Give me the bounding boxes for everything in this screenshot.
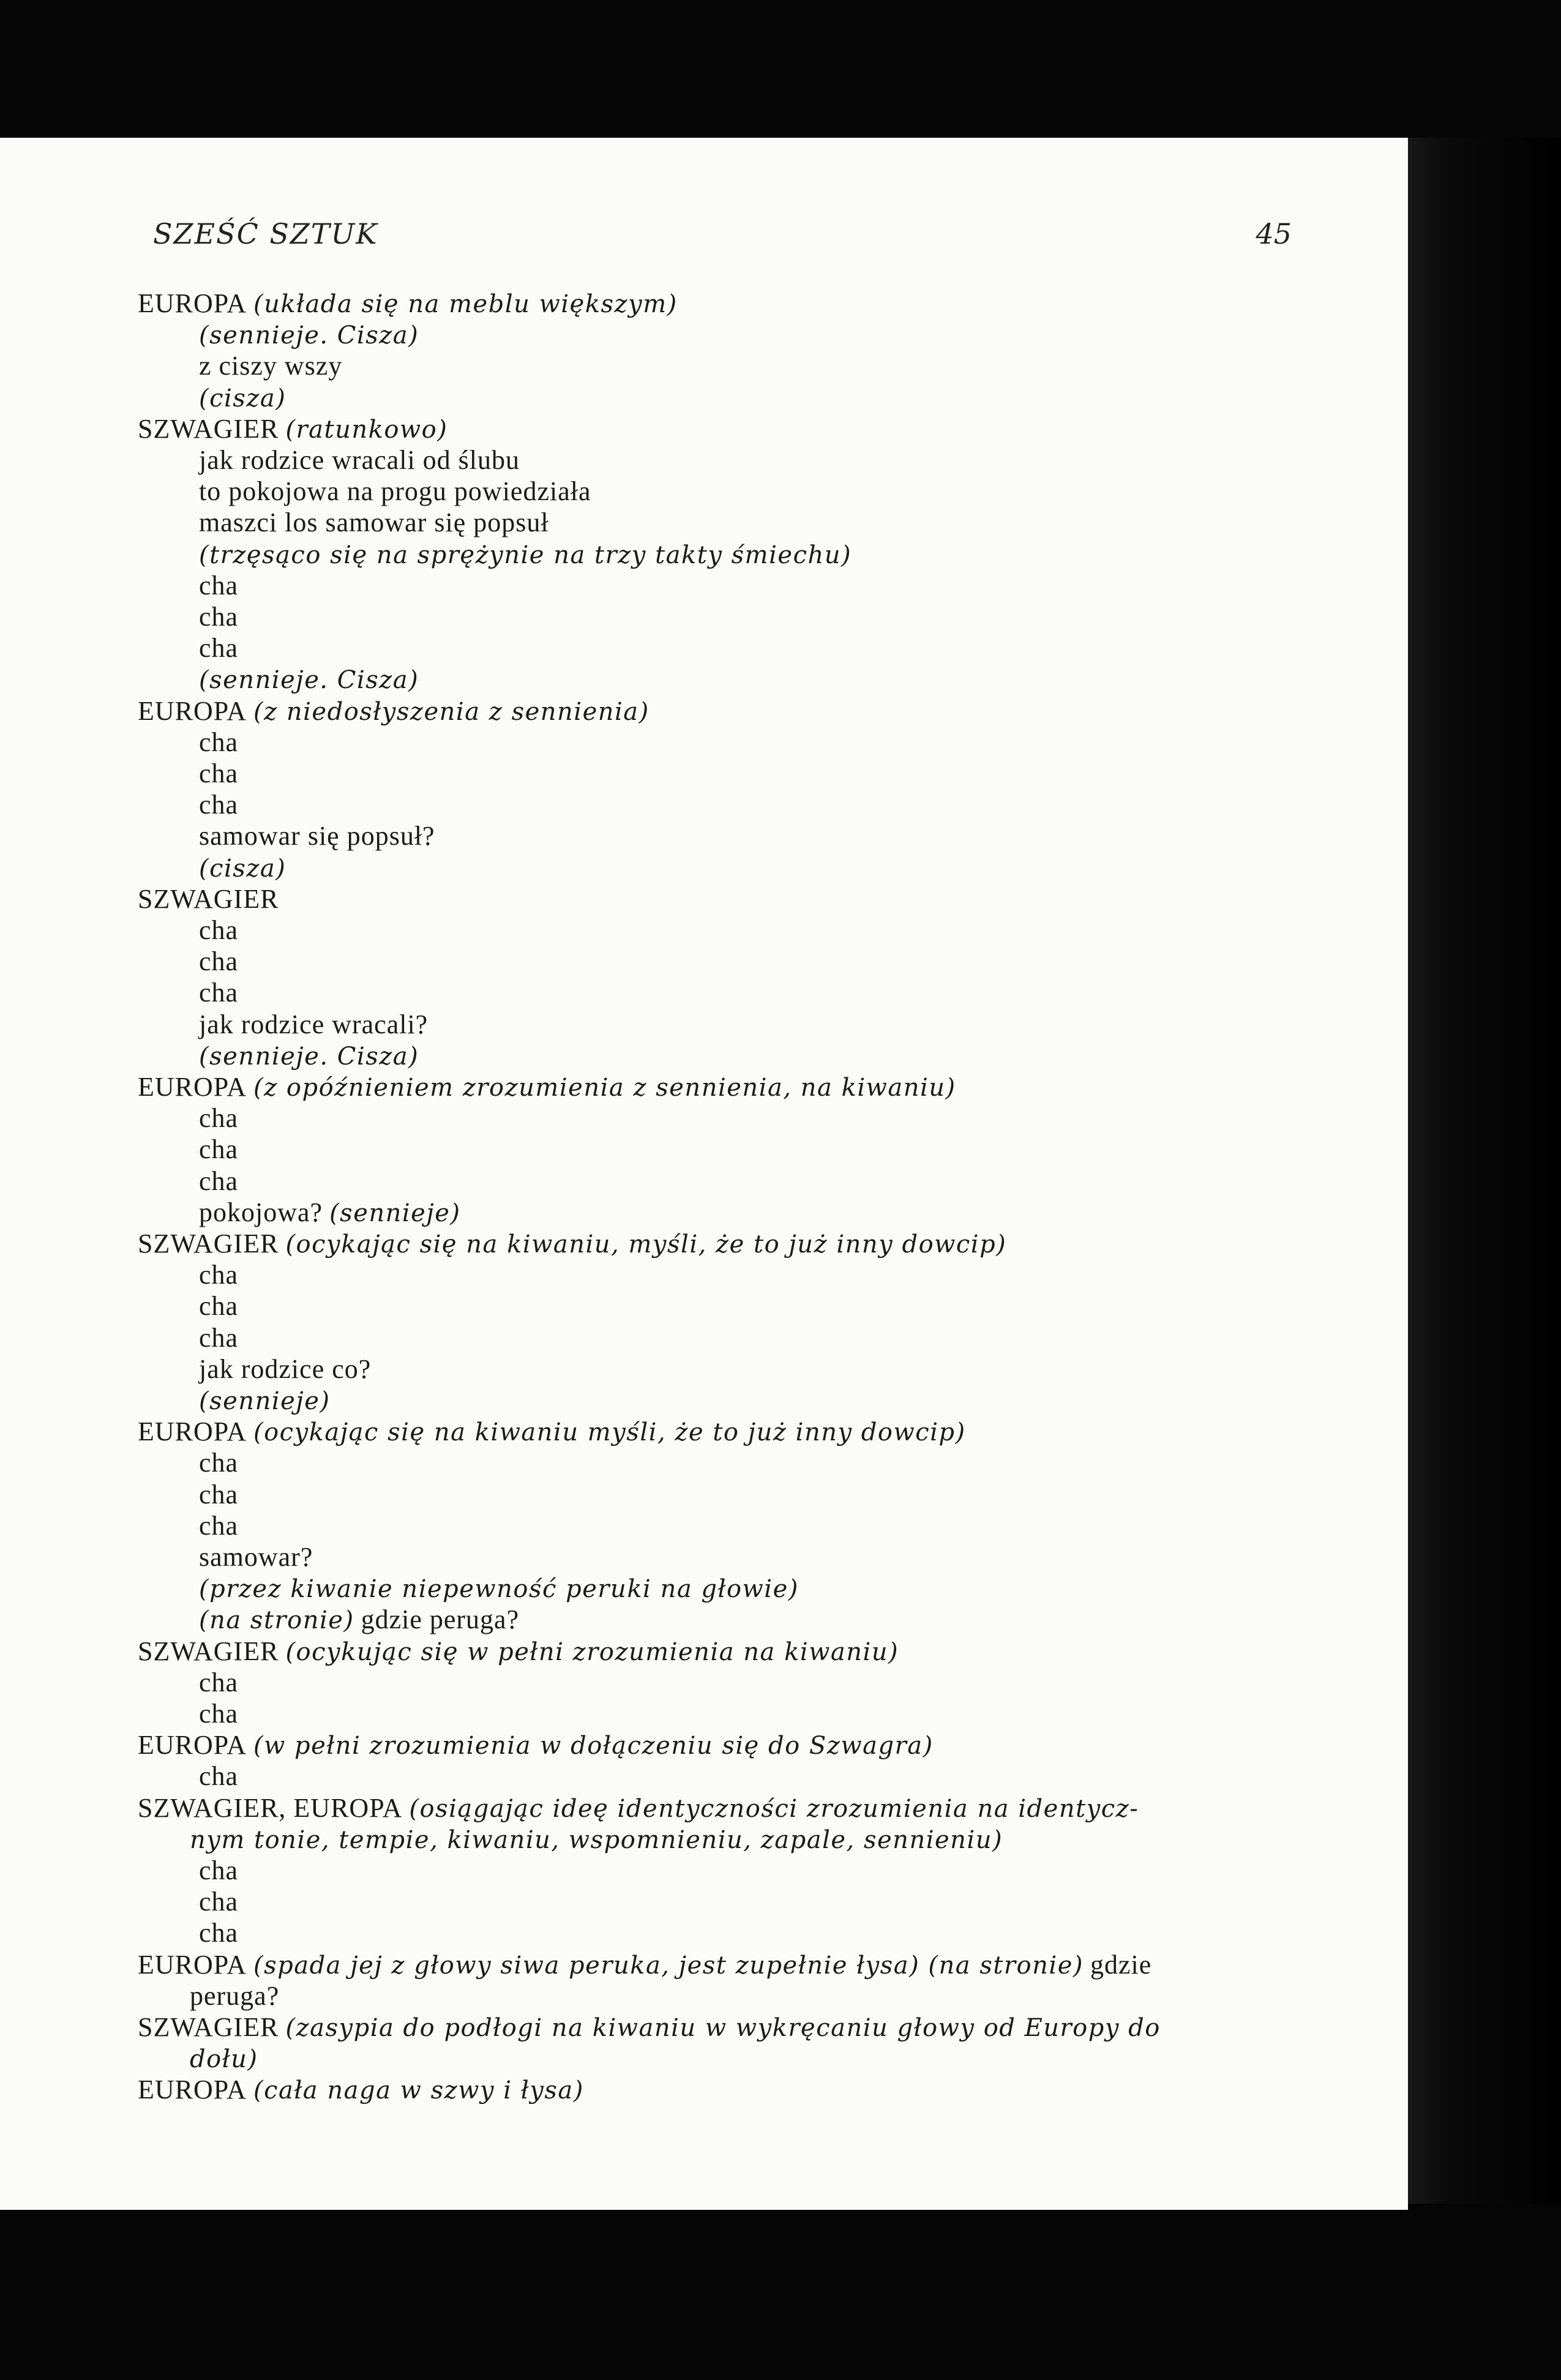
dialogue-line (199, 1667, 238, 1699)
stage-direction: (ocykując się w pełni zrozumienia na kiwaniu) (285, 1637, 899, 1666)
speaker-name: EUROPA (138, 1416, 247, 1447)
dialogue-line (138, 288, 678, 320)
spoken-text: cha (199, 633, 239, 664)
dialogue-line (199, 350, 342, 382)
dialogue-line (199, 1447, 238, 1479)
dialogue-line (138, 883, 279, 915)
speaker-name: EUROPA (138, 2075, 247, 2105)
dialogue-line (199, 1290, 238, 1322)
spoken-text: samowar się popsuł? (199, 821, 435, 851)
dialogue-line (199, 444, 520, 476)
spoken-text: maszci los samowar się popsuł (199, 507, 549, 538)
dialogue-line (138, 1416, 966, 1448)
scan-right-shadow (1402, 138, 1561, 2380)
spoken-text: cha (199, 1887, 239, 1917)
stage-direction: (ocykając się na kiwaniu myśli, że to już inny dowcip) (253, 1418, 966, 1447)
stage-direction: (trzęsąco się na sprężynie na trzy takty śmiechu) (199, 541, 852, 569)
speaker-name: EUROPA (138, 288, 247, 318)
dialogue-line (199, 946, 238, 978)
dialogue-line (199, 1040, 419, 1072)
spoken-text: cha (199, 1322, 239, 1353)
dialogue-line (199, 1385, 330, 1417)
dialogue-line (199, 319, 419, 351)
stage-direction: (sennieje) (199, 1387, 331, 1415)
dialogue-line (199, 476, 591, 507)
spoken-text: cha (199, 1699, 239, 1729)
speaker-name: EUROPA (138, 1072, 247, 1102)
speaker-name: SZWAGIER (138, 413, 279, 444)
dialogue-line (199, 727, 238, 758)
spoken-text: cha (199, 1260, 239, 1290)
speaker-name: SZWAGIER, EUROPA (138, 1792, 403, 1823)
spoken-text: cha (199, 915, 239, 945)
dialogue-line (199, 820, 435, 852)
dialogue-line (190, 1980, 279, 2012)
dialogue-line (199, 1917, 238, 1949)
stage-direction: (sennieje. Cisza) (199, 666, 419, 695)
dialogue-line (199, 1541, 313, 1573)
stage-direction: (zasypia do podłogi na kiwaniu w wykręcaniu głowy od Europy do (285, 2014, 1161, 2042)
dialogue-line (199, 539, 852, 571)
spoken-text: cha (199, 602, 239, 632)
stage-direction: (sennieje. Cisza) (199, 321, 419, 350)
dialogue-line (190, 1824, 1003, 1856)
dialogue-line (199, 758, 238, 790)
spoken-text: cha (199, 570, 239, 601)
dialogue-line (199, 789, 238, 821)
dialogue-line (138, 1729, 934, 1762)
dialogue-line (199, 632, 238, 664)
dialogue-line (199, 1259, 238, 1291)
spoken-text: cha (199, 758, 239, 788)
spoken-text: cha (199, 1918, 239, 1948)
spoken-text: samowar? (199, 1542, 313, 1572)
page-number: 45 (1256, 217, 1292, 250)
spoken-text: cha (199, 1510, 239, 1541)
dialogue-line (199, 382, 286, 414)
spoken-text: cha (199, 1761, 239, 1792)
dialogue-line (138, 2074, 584, 2106)
spoken-text: pokojowa? (199, 1197, 323, 1227)
dialogue-line (199, 1761, 238, 1792)
spoken-text: cha (199, 1448, 239, 1478)
dialogue-line (199, 852, 286, 885)
dialogue-line (138, 1636, 899, 1668)
dialogue-line (199, 1886, 238, 1918)
stage-direction: (cisza) (199, 854, 286, 883)
stage-direction: (ratunkowo) (285, 415, 448, 444)
dialogue-line (199, 601, 238, 633)
spoken-text: cha (199, 946, 239, 977)
stage-direction: nym tonie, tempie, kiwaniu, wspomnieniu, zapale, sennieniu) (190, 1825, 1003, 1854)
dialogue-line (138, 695, 649, 728)
scan-top-border (0, 0, 1561, 144)
dialogue-line (199, 1009, 428, 1041)
dialogue-line (199, 1855, 238, 1887)
stage-direction: (przez kiwanie niepewność peruki na głowie) (199, 1575, 799, 1604)
spoken-text: cha (199, 727, 239, 757)
spoken-text: cha (199, 1134, 239, 1165)
dialogue-line (199, 1322, 238, 1354)
spoken-text: cha (199, 1855, 239, 1885)
dialogue-line (199, 915, 238, 946)
dialogue-line (199, 570, 238, 602)
stage-direction: dołu) (190, 2045, 258, 2074)
dialogue-line (199, 1134, 238, 1166)
spoken-text: jak rodzice wracali? (199, 1009, 429, 1039)
running-title: SZEŚĆ SZTUK (153, 217, 378, 250)
dialogue-line (199, 1197, 461, 1229)
dialogue-line (199, 664, 419, 696)
speaker-name: EUROPA (138, 1949, 247, 1980)
dialogue-line (138, 1228, 1006, 1260)
spoken-text: gdzie peruga? (361, 1604, 520, 1635)
dialogue-line (199, 1479, 238, 1511)
speaker-name: EUROPA (138, 695, 247, 726)
spoken-text: gdzie (1090, 1949, 1152, 1980)
spoken-text: z ciszy wszy (199, 351, 343, 381)
spoken-text: cha (199, 978, 239, 1008)
spoken-text: cha (199, 1103, 239, 1134)
speaker-name: SZWAGIER (138, 1229, 279, 1259)
dialogue-line (199, 1698, 238, 1730)
dialogue-line (138, 413, 447, 446)
dialogue-line (199, 1573, 799, 1605)
dialogue-line (199, 1510, 238, 1542)
dialogue-line (199, 1353, 371, 1385)
dialogue-line (199, 1604, 519, 1636)
stage-direction: (osiągając ideę identyczności zrozumienia na identycz- (409, 1794, 1139, 1823)
dialogue-line (138, 1071, 956, 1104)
spoken-text: cha (199, 1291, 239, 1322)
scan-bottom-border (0, 2204, 1561, 2380)
spoken-text: cha (199, 1479, 239, 1510)
spoken-text: jak rodzice wracali od ślubu (199, 445, 520, 475)
spoken-text: to pokojowa na progu powiedziała (199, 476, 591, 507)
spoken-text: peruga? (190, 1980, 280, 2011)
dialogue-line (138, 2011, 1161, 2044)
stage-direction: (z niedosłyszenia z sennienia) (253, 697, 649, 726)
dialogue-line (190, 2043, 258, 2075)
speaker-name: SZWAGIER (138, 1636, 279, 1666)
stage-direction: (z opóźnieniem zrozumienia z sennienia, na kiwaniu) (253, 1074, 956, 1102)
dialogue-line (199, 1166, 238, 1197)
stage-direction: (sennieje) (329, 1199, 461, 1227)
dialogue-line (138, 1949, 1151, 1981)
spoken-text: cha (199, 1166, 239, 1196)
dialogue-line (199, 507, 549, 539)
stage-direction: (układa się na meblu większym) (253, 290, 678, 318)
stage-direction: (ocykając się na kiwaniu, myśli, że to już inny dowcip) (285, 1230, 1007, 1259)
spoken-text: cha (199, 790, 239, 820)
speaker-name: SZWAGIER (138, 2012, 279, 2042)
speaker-name: EUROPA (138, 1730, 247, 1761)
dialogue-line (138, 1792, 1139, 1825)
stage-direction: (cała naga w szwy i łysa) (253, 2076, 584, 2105)
stage-direction: (cisza) (199, 384, 286, 413)
spoken-text: jak rodzice co? (199, 1353, 372, 1384)
speaker-name: SZWAGIER (138, 883, 279, 914)
stage-direction: (w pełni zrozumienia w dołączeniu się do Szwagra) (253, 1732, 934, 1761)
page-header (153, 217, 1292, 254)
dialogue-line (199, 977, 238, 1009)
stage-direction: (sennieje. Cisza) (199, 1042, 419, 1071)
spoken-text: cha (199, 1667, 239, 1697)
dialogue-line (199, 1102, 238, 1134)
stage-direction: (spada jej z głowy siwa peruka, jest zupełnie łysa) (na stronie) (253, 1951, 1084, 1980)
stage-direction: (na stronie) (199, 1606, 354, 1635)
